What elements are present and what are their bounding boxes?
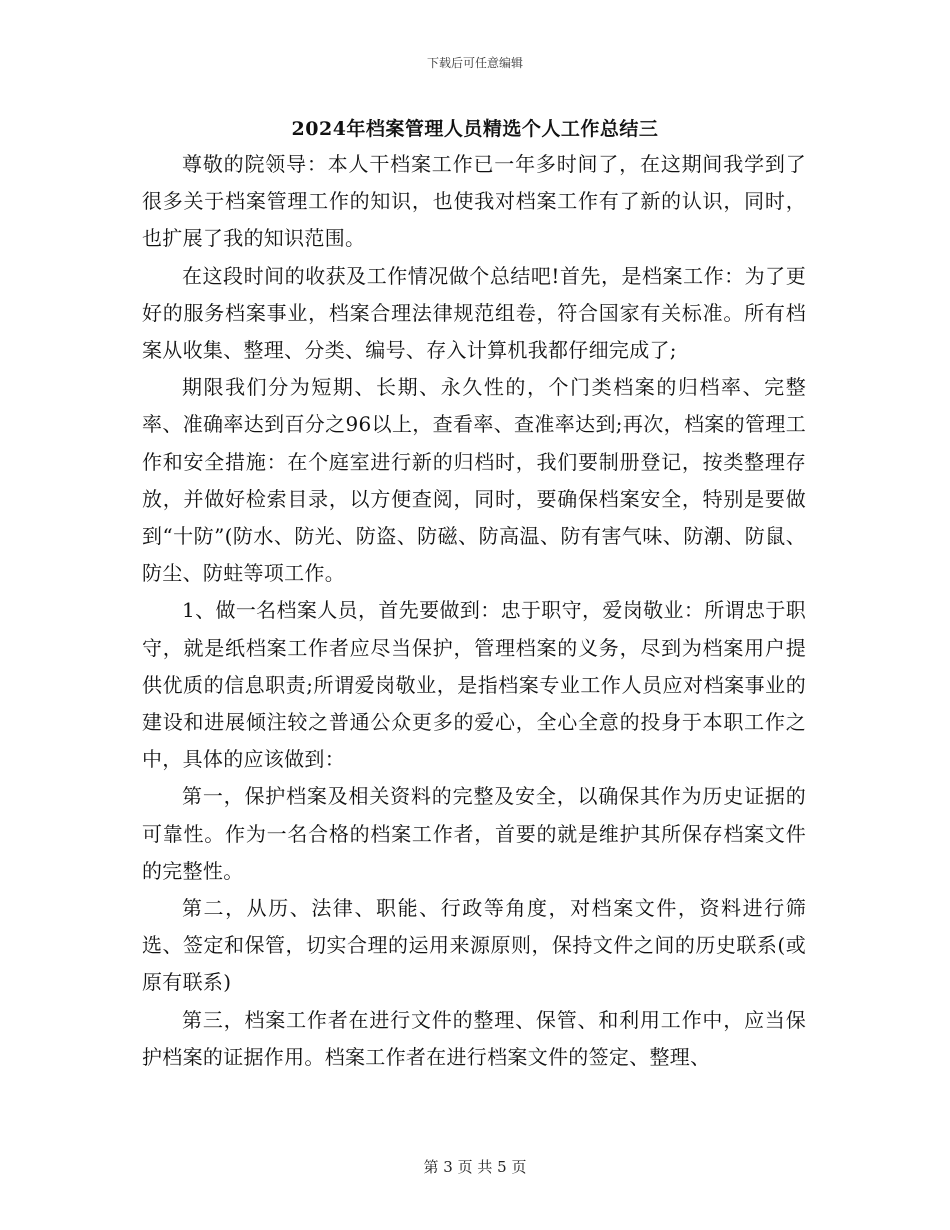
- document-title: 2024年档案管理人员精选个人工作总结三: [291, 118, 659, 140]
- paragraph-7: 第三，档案工作者在进行文件的整理、保管、和利用工作中，应当保护档案的证据作用。档案工作者在进行档案文件的签定、整理、: [142, 1007, 806, 1069]
- page-footer: 第 3 页 共 5 页: [423, 1158, 527, 1176]
- paragraph-5: 第一，保护档案及相关资料的完整及安全，以确保其作为历史证据的可靠性。作为一名合格的档案工作者，首要的就是维护其所保存档案文件的完整性。: [142, 784, 806, 883]
- header-note: 下载后可任意编辑: [426, 56, 523, 70]
- paragraph-1: 尊敬的院领导：本人干档案工作已一年多时间了，在这期间我学到了很多关于档案管理工作的知识，也使我对档案工作有了新的认识，同时，也扩展了我的知识范围。: [142, 152, 806, 251]
- paragraph-4: 1、做一名档案人员，首先要做到：忠于职守，爱岗敬业：所谓忠于职守，就是纸档案工作者应尽当保护，管理档案的义务，尽到为档案用户提供优质的信息职责;所谓爱岗敬业，是指档案专业工作人员应对档案事业的建设和进展倾注较之普通公众更多的爱心，全心全意的投身于本职工作之中，具体的应该做到：: [142, 598, 806, 772]
- paragraph-3: 期限我们分为短期、长期、永久性的，个门类档案的归档率、完整率、准确率达到百分之96以上，查看率、查准率达到;再次，档案的管理工作和安全措施：在个庭室进行新的归档时，我们要制册登记，按类整理存放，并做好检索目录，以方便查阅，同时，要确保档案安全，特别是要做到“十防”(防水、防光、防盗、防磁、防高温、防有害气味、防潮、防鼠、防尘、防蛀等项工作。: [142, 375, 806, 586]
- paragraph-2: 在这段时间的收获及工作情况做个总结吧!首先，是档案工作：为了更好的服务档案事业，档案合理法律规范组卷，符合国家有关标准。所有档案从收集、整理、分类、编号、存入计算机我都仔细完成了;: [142, 263, 806, 363]
- paragraph-6: 第二，从历、法律、职能、行政等角度，对档案文件，资料进行筛选、签定和保管，切实合理的运用来源原则，保持文件之间的历史联系(或原有联系): [142, 896, 806, 995]
- document-body: [142, 146, 806, 1076]
